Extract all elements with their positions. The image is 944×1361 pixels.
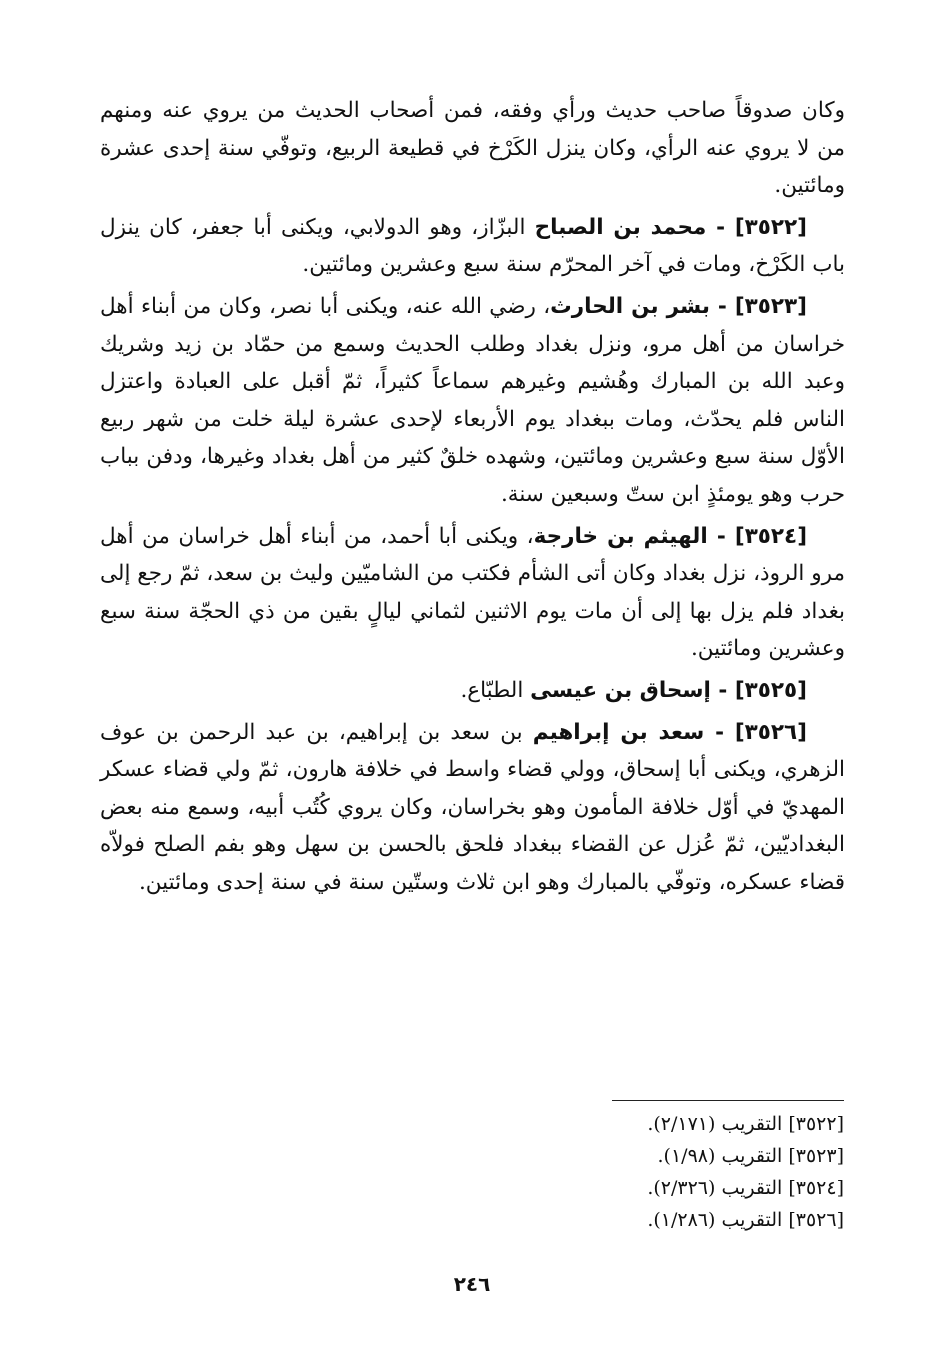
entry-number: [٣٥٢٥] - xyxy=(710,677,807,703)
entry-name: محمد بن الصباح xyxy=(534,214,707,240)
entry-3524 xyxy=(100,518,845,668)
main-text xyxy=(100,92,845,905)
entry-text: ، رضي الله عنه، ويكنى أبا نصر، وكان من أبناء أهل خراسان من أهل مرو، ونزل بغداد وطلب الحديث وسمع من حمّاد بن زيد وشريك وعبد الله بن المبارك وهُشيم وغيرهم سماعاً كثيراً، ثمّ أقبل على العبادة واعتزل الناس فلم يحدّث، ومات ببغداد يوم الأربعاء لإحدى عشرة ليلة خلت من شهر ربيع الأوّل سنة سبع وعشرين ومائتين، وشهده خلقٌ كثير من أهل بغداد وغيرها، ودفن بباب حرب وهو يومئذٍ ابن ستّ وسبعين سنة. xyxy=(100,293,845,507)
footnote-3522: [٣٥٢٢] التقريب (٢/١٧١). xyxy=(647,1113,844,1135)
entry-number: [٣٥٢٦] - xyxy=(704,719,807,745)
entry-name: سعد بن إبراهيم xyxy=(532,719,705,745)
entry-3522 xyxy=(100,209,845,284)
entry-name: بشر بن الحارث xyxy=(550,293,710,319)
entry-text: ، ويكنى أبا أحمد، من أبناء أهل خراسان من أهل مرو الروذ، نزل بغداد وكان أتى الشأم فكتب من الشاميّين وليث بن سعد، ثمّ رجع إلى بغداد فلم يزل بها إلى أن مات يوم الاثنين لثماني ليالٍ بقين من ذي الحجّة سنة سبع وعشرين ومائتين. xyxy=(100,523,845,662)
entry-text: الطبّاع. xyxy=(460,677,531,703)
entry-text: بن سعد بن إبراهيم، بن عبد الرحمن بن عوف الزهري، ويكنى أبا إسحاق، وولي قضاء واسط في خلافة هارون، ثمّ ولي قضاء عسكر المهديّ في أوّل خلافة المأمون وهو بخراسان، وكان يروي كُتُب أبيه، وسمع منه بعض البغداديّين، ثمّ عُزل عن القضاء ببغداد فلحق بالحسن بن سهل وهو بفم الصلح فولاّه قضاء عسكره، وتوفّي بالمبارك وهو ابن ثلاث وستّين سنة في سنة إحدى ومائتين. xyxy=(100,719,845,895)
footnote-3526: [٣٥٢٦] التقريب (١/٢٨٦). xyxy=(647,1209,844,1231)
intro-paragraph: وكان صدوقاً صاحب حديث ورأي وفقه، فمن أصحاب الحديث من يروي عنه ومنهم من لا يروي عنه الرأي، وكان ينزل الكَرْخ في قطيعة الربيع، وتوفّي سنة إحدى عشرة ومائتين. xyxy=(100,98,845,199)
entry-number: [٣٥٢٤] - xyxy=(707,523,808,549)
page-number: ٢٤٦ xyxy=(453,1272,491,1296)
entry-name: الهيثم بن خارجة xyxy=(533,523,708,549)
entry-number: [٣٥٢٢] - xyxy=(706,214,807,240)
footnote-3523: [٣٥٢٣] التقريب (١/٩٨). xyxy=(657,1145,844,1167)
entry-3523 xyxy=(100,288,845,514)
entry-name: إسحاق بن عيسى xyxy=(530,677,711,703)
footnote-divider xyxy=(612,1100,844,1101)
entry-3525 xyxy=(100,672,845,710)
footnote-3524: [٣٥٢٤] التقريب (٢/٣٢٦). xyxy=(647,1177,844,1199)
entry-number: [٣٥٢٣] - xyxy=(709,293,807,319)
entry-3526 xyxy=(100,714,845,902)
entry-text: البزّاز، وهو الدولابي، ويكنى أبا جعفر، كان ينزل باب الكَرْخ، ومات في آخر المحرّم سنة سبع وعشرين ومائتين. xyxy=(100,214,845,278)
footnotes xyxy=(480,1108,844,1236)
